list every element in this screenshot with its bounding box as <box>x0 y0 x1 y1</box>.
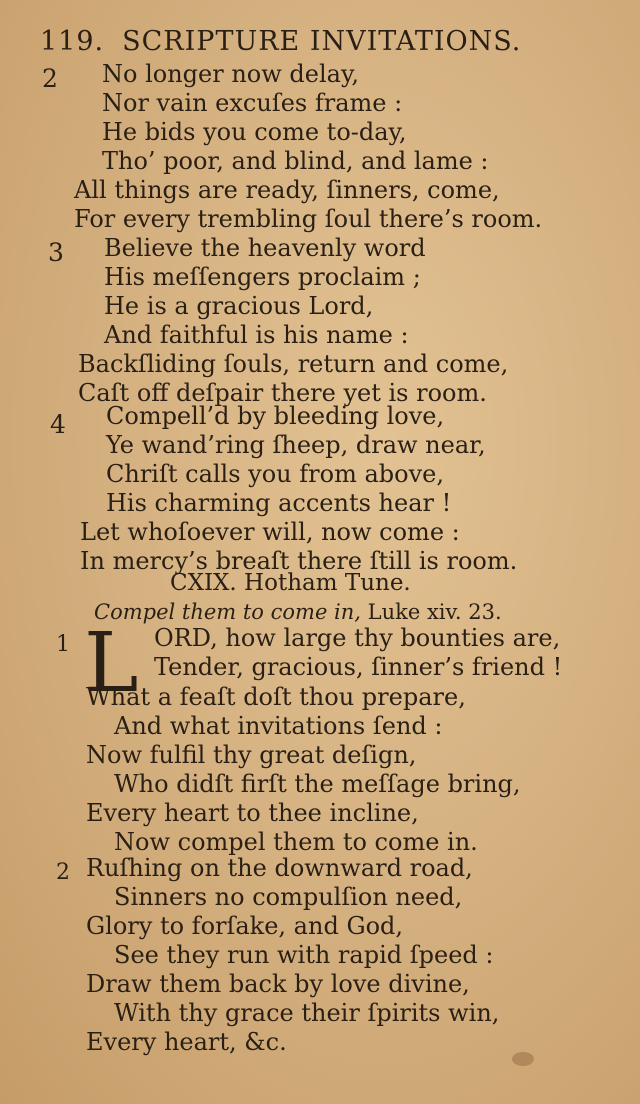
stanza-number: 2 <box>42 64 58 93</box>
stanza-number: 3 <box>48 238 64 267</box>
verse-line: His charming accents hear ! <box>106 489 452 517</box>
paper-stain <box>512 1052 534 1066</box>
scripture-reference: Luke xiv. 23. <box>367 600 502 624</box>
drop-cap: L <box>84 616 139 711</box>
verse-line: All things are ready, ſinners, come, <box>74 176 500 204</box>
hymn-subtitle-text: Compel them to come in, <box>94 600 361 624</box>
stanza-number: 2 <box>56 860 70 885</box>
page-number: 119. <box>40 26 105 57</box>
hymn-title: CXIX. Hotham Tune. <box>170 570 411 596</box>
verse-line: Nor vain excuſes frame : <box>102 89 403 117</box>
verse-line: Tender, gracious, ſinner’s friend ! <box>154 653 563 681</box>
verse-line: With thy grace their ſpirits win, <box>114 999 500 1027</box>
verse-line: ORD, how large thy bounties are, <box>154 624 561 652</box>
verse-line: And what invitations ſend : <box>114 712 443 740</box>
verse-line: And faithful is his name : <box>104 321 409 349</box>
verse-line: In mercy’s breaſt there ſtill is room. <box>80 547 518 575</box>
running-header <box>40 26 521 60</box>
verse-line: Glory to forſake, and God, <box>86 912 404 940</box>
verse-line: Ye wand’ring ſheep, draw near, <box>106 431 486 459</box>
verse-line: Now compel them to come in. <box>114 828 478 856</box>
verse-line: Who didſt firſt the meſſage bring, <box>114 770 521 798</box>
running-title: SCRIPTURE INVITATIONS. <box>122 26 522 57</box>
verse-line: Ruſhing on the downward road, <box>86 854 473 882</box>
verse-line: Chriſt calls you from above, <box>106 460 444 488</box>
verse-line: No longer now delay, <box>102 60 359 88</box>
verse-line: His meſſengers proclaim ; <box>104 263 421 291</box>
stanza-number: 4 <box>50 410 66 439</box>
verse-line: Backſliding ſouls, return and come, <box>78 350 509 378</box>
verse-line: Now fulfil thy great deſign, <box>86 741 417 769</box>
verse-line: Caſt off deſpair there yet is room. <box>78 379 487 407</box>
verse-line: Tho’ poor, and blind, and lame : <box>102 147 489 175</box>
verse-line: Compell’d by bleeding love, <box>106 402 445 430</box>
verse-line: Every heart to thee incline, <box>86 799 419 827</box>
verse-line: Sinners no compulſion need, <box>114 883 463 911</box>
verse-line: Believe the heavenly word <box>104 234 426 262</box>
verse-line: What a feaſt doſt thou prepare, <box>86 683 466 711</box>
verse-line: He is a gracious Lord, <box>104 292 374 320</box>
verse-line: Let whoſoever will, now come : <box>80 518 460 546</box>
stanza-number: 1 <box>56 632 70 657</box>
verse-line: Draw them back by love divine, <box>86 970 470 998</box>
verse-line: See they run with rapid ſpeed : <box>114 941 494 969</box>
hymn-subtitle <box>94 600 502 624</box>
verse-line: He bids you come to-day, <box>102 118 407 146</box>
verse-line: For every trembling ſoul there’s room. <box>74 205 543 233</box>
verse-line: Every heart, &c. <box>86 1028 287 1056</box>
